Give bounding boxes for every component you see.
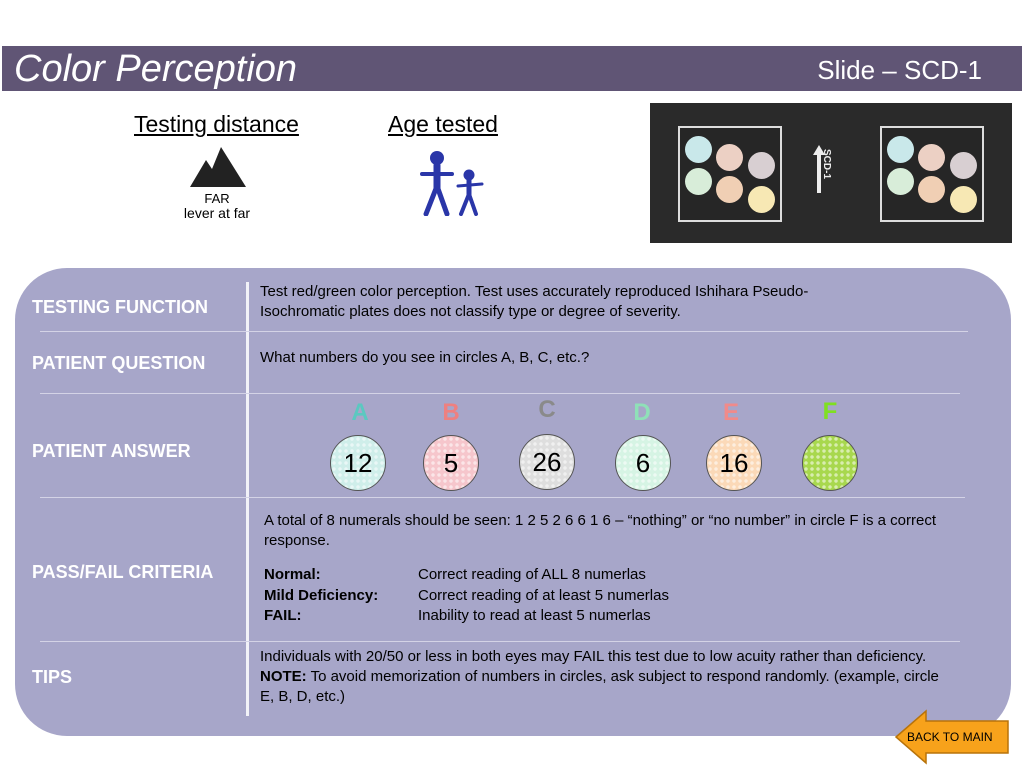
- tips-label: TIPS: [32, 667, 73, 687]
- plate-dot: [887, 168, 914, 195]
- criteria-term: Mild Deficiency:: [264, 587, 379, 604]
- far-label: FAR: [204, 191, 230, 206]
- answer-letter: D: [633, 399, 651, 426]
- answer-letter: F: [822, 398, 838, 425]
- age-tested-label: Age tested: [388, 111, 498, 137]
- plate-dot: [887, 136, 914, 163]
- row-divider: [40, 641, 960, 642]
- tips-text: [260, 647, 950, 707]
- row-divider: [40, 393, 960, 394]
- patient-question-text: What numbers do you see in circles A, B, C, etc.?: [260, 349, 590, 366]
- criteria-desc: Inability to read at least 5 numerlas: [418, 607, 651, 624]
- plate-dot: [685, 168, 712, 195]
- ishihara-plates-photo: [650, 103, 1012, 243]
- answer-circle: [802, 435, 858, 491]
- pass-fail-intro: A total of 8 numerals should be seen: 1 2 5 2 6 6 1 6 – “nothing” or “no number” in circle F is a correct response.: [264, 512, 937, 549]
- far-caption: lever at far: [183, 205, 251, 221]
- answer-letter: A: [351, 399, 369, 426]
- plate-dot: [685, 136, 712, 163]
- pass-fail-label: PASS/FAIL CRITERIA: [32, 562, 214, 582]
- criteria-desc: Correct reading of ALL 8 numerlas: [418, 566, 646, 583]
- answer-circle: 26: [519, 434, 575, 490]
- answer-circle: 6: [615, 435, 671, 491]
- patient-question-label: PATIENT QUESTION: [32, 353, 206, 373]
- row-divider: [40, 331, 968, 332]
- plate-dot: [918, 144, 945, 171]
- patient-answer-label: PATIENT ANSWER: [32, 441, 191, 461]
- answer-letter: C: [538, 396, 556, 423]
- plate-dot: [950, 186, 977, 213]
- criteria-term: FAIL:: [264, 607, 302, 624]
- adult-child-icon: [412, 150, 492, 216]
- plate-panel-left: [678, 126, 782, 222]
- plate-dot: [716, 176, 743, 203]
- plate-dot: [748, 152, 775, 179]
- column-divider: [246, 282, 249, 716]
- answer-circle: 16: [706, 435, 762, 491]
- testing-function-text: Test red/green color perception. Test uses accurately reproduced Ishihara Pseudo-Isochromatic plates does not classify type or degree of severity.: [260, 283, 809, 320]
- back-to-main-label[interactable]: BACK TO MAIN: [907, 730, 993, 744]
- criteria-desc: Correct reading of at least 5 numerlas: [418, 587, 669, 604]
- note-label: NOTE:: [260, 668, 307, 685]
- answer-circle: 12: [330, 435, 386, 491]
- plate-panel-right: [880, 126, 984, 222]
- testing-distance-label: Testing distance: [134, 111, 299, 137]
- testing-function-label: TESTING FUNCTION: [32, 297, 208, 317]
- header-bar: [2, 46, 1022, 91]
- plate-dot: [950, 152, 977, 179]
- answer-letter: E: [722, 399, 739, 426]
- slide-id: Slide – SCD-1: [817, 55, 982, 85]
- row-divider: [40, 497, 965, 498]
- criteria-term: Normal:: [264, 566, 321, 583]
- plate-dot: [748, 186, 775, 213]
- answer-circle: 5: [423, 435, 479, 491]
- tips-line: Individuals with 20/50 or less in both eyes may FAIL this test due to low acuity rather than deficiency.: [260, 648, 927, 665]
- page-title: Color Perception: [14, 48, 298, 90]
- note-text: To avoid memorization of numbers in circles, ask subject to respond randomly. (example, circle E, B, D, etc.): [260, 668, 939, 705]
- answer-letter: B: [442, 399, 460, 426]
- plate-dot: [716, 144, 743, 171]
- plate-dot: [918, 176, 945, 203]
- plate-label: SCD-1: [821, 149, 832, 180]
